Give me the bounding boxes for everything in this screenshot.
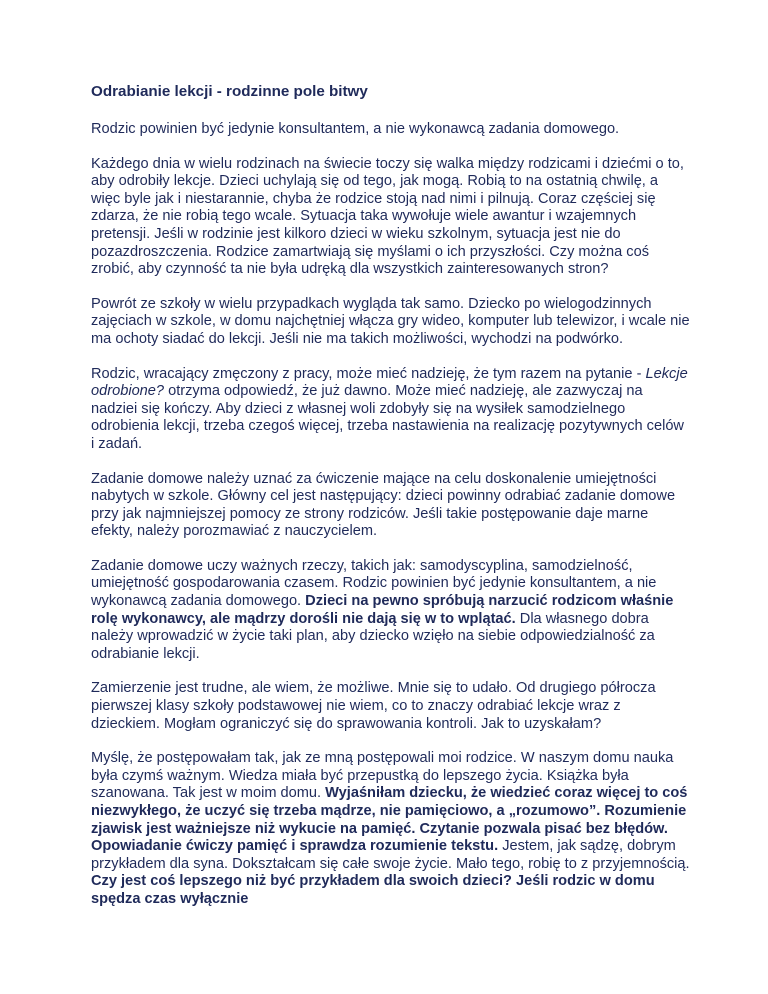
bold-text: Dzieci na pewno spróbują narzucić rodzicom właśnie rolę wykonawcy, ale mądrzy dorośli nie dają się w to wplątać. bbox=[91, 593, 674, 627]
text-run: Dla własnego dobra należy wprowadzić w życie taki plan, aby dziecko wzięło na siebie odpowiedzialność za odrabianie lekcji. bbox=[91, 610, 655, 662]
italic-text: Lekcje odrobione? bbox=[91, 365, 688, 400]
paragraph bbox=[91, 121, 691, 139]
document-page bbox=[91, 83, 691, 926]
text-run: Rodzic powinien być jedynie konsultantem, a nie wykonawcą zadania domowego. bbox=[91, 121, 620, 137]
paragraph bbox=[91, 296, 691, 349]
text-run: Jestem, jak sądzę, dobrym przykładem dla syna. Dokształcam się całe swoje życie. Mało tego, robię to z przyjemnością. bbox=[91, 838, 690, 872]
text-run: Zamierzenie jest trudne, ale wiem, że możliwe. Mnie się to udało. Od drugiego półrocza pierwszej klasy szkoły podstawowej nie wiem, co to znaczy odrabiać lekcje wraz z dzieckiem. Mogłam ograniczyć się do sprawowania kontroli. Jak to uzyskałam? bbox=[91, 680, 656, 732]
bold-text: Czy jest coś lepszego niż być przykładem dla swoich dzieci? Jeśli rodzic w domu spędza czas wyłącznie bbox=[91, 873, 655, 907]
paragraph bbox=[91, 471, 691, 541]
text-run: Myślę, że postępowałam tak, jak ze mną postępowali moi rodzice. W naszym domu nauka była czymś ważnym. Wiedza miała być przepustką do lepszego życia. Książka była szanowana. Tak jest w moim domu. bbox=[91, 750, 674, 802]
paragraph bbox=[91, 680, 691, 733]
document-title: Odrabianie lekcji - rodzinne pole bitwy bbox=[91, 83, 368, 100]
document-body bbox=[91, 121, 691, 909]
paragraph bbox=[91, 558, 691, 664]
paragraph bbox=[91, 366, 691, 454]
paragraph bbox=[91, 156, 691, 279]
paragraph bbox=[91, 750, 691, 908]
text-run: Każdego dnia w wielu rodzinach na świecie toczy się walka między rodzicami i dziećmi o to, aby odrobiły lekcje. Dzieci uchylają się od tego, jak mogą. Robią to na ostatnią chwilę, a więc byle jak i niestarannie, chyba że rodzice stoją nad nimi i pilnują. Coraz częściej się zdarza, że nie robią tego wcale. Sytuacja taka wywołuje wiele awantur i wzajemnych pretensji. Jeśli w rodzinie jest kilkoro dzieci w wieku szkolnym, sytuacja jest nie do pozazdroszczenia. Rodzice zamartwiają się myślami o ich przyszłości. Czy można coś zrobić, aby czynność ta nie była udręką dla wszystkich zainteresowanych stron? bbox=[91, 155, 684, 278]
text-run: Zadanie domowe należy uznać za ćwiczenie mające na celu doskonalenie umiejętności nabytych w szkole. Główny cel jest następujący: dzieci powinny odrabiać zadanie domowe przy jak najmniejszej pomocy ze strony rodziców. Jeśli takie postępowanie daje marne efekty, należy porozmawiać z nauczycielem. bbox=[91, 470, 676, 540]
text-run: Powrót ze szkoły w wielu przypadkach wygląda tak samo. Dziecko po wielogodzinnych zajęciach w szkole, w domu najchętniej włącza gry wideo, komputer lub telewizor, i wcale nie ma ochoty siadać do lekcji. Jeśli nie ma takich możliwości, wychodzi na podwórko. bbox=[91, 295, 690, 347]
text-run: Zadanie domowe uczy ważnych rzeczy, takich jak: samodyscyplina, samodzielność, umiejętność gospodarowania czasem. Rodzic powinien być jedynie konsultantem, a nie wykonawcą zadania domowego. bbox=[91, 557, 657, 610]
text-run: Rodzic, wracający zmęczony z pracy, może mieć nadzieję, że tym razem na pytanie - bbox=[91, 365, 646, 382]
bold-text: Wyjaśniłam dziecku, że wiedzieć coraz więcej to coś niezwykłego, że uczyć się trzeba mądrze, nie pamięciowo, a „rozumowo”. Rozumienie zjawisk jest ważniejsze niż wykucie na pamięć. Czytanie pozwala pisać bez błędów. Opowiadanie ćwiczy pamięć i sprawdza rozumienie tekstu. bbox=[91, 785, 688, 855]
text-run: otrzyma odpowiedź, że już dawno. Może mieć nadzieję, ale zazwyczaj na nadziei się kończy. Aby dzieci z własnej woli zdobyły się na wysiłek samodzielnego odrobienia lekcji, trzeba czegoś więcej, trzeba nastawienia na realizację pozytywnych celów i zadań. bbox=[91, 383, 684, 452]
